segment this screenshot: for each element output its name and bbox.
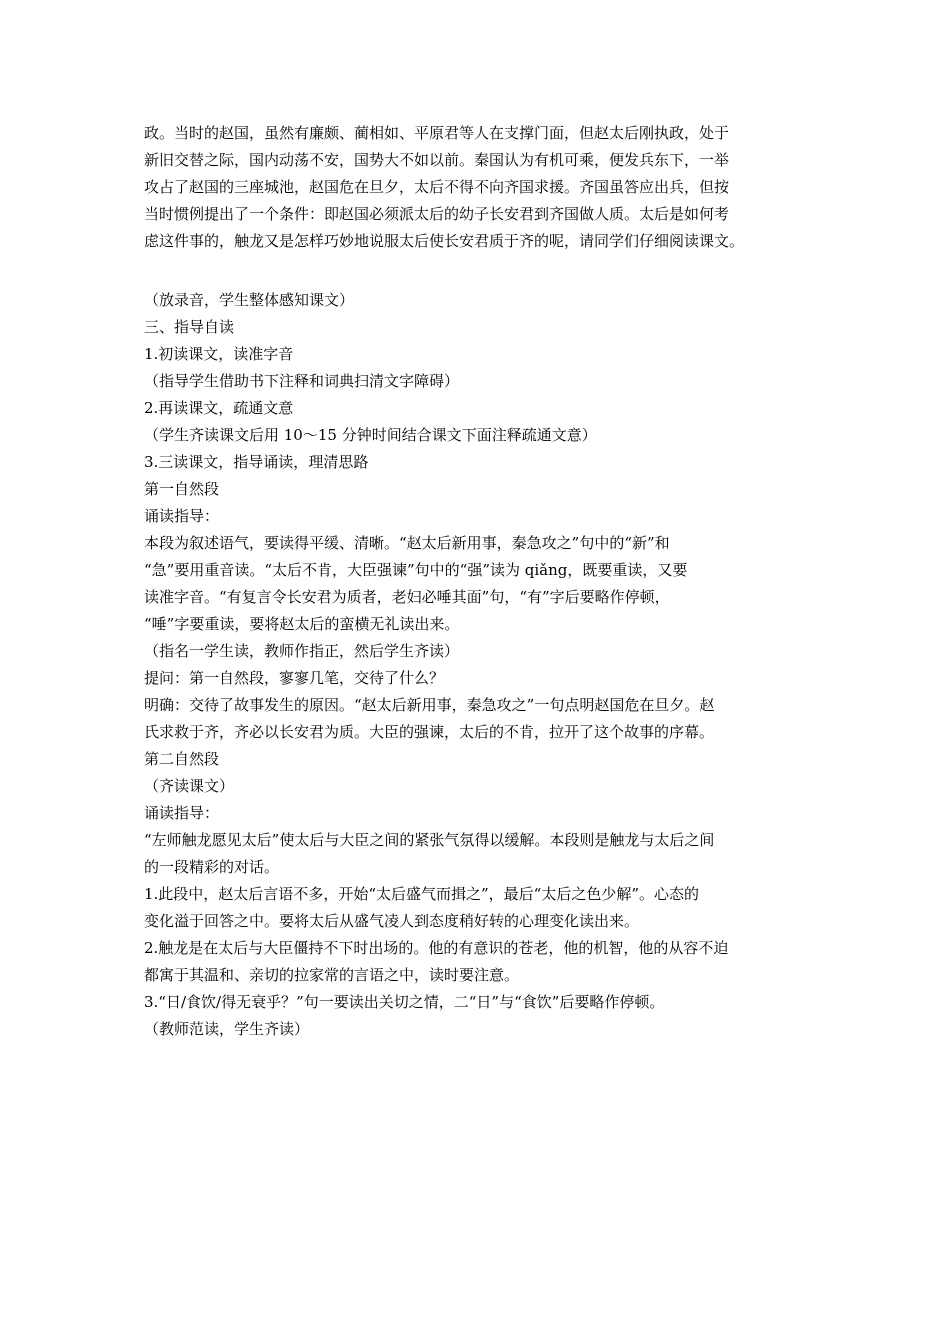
- text-line: 本段为叙述语气，要读得平缓、清晰。“赵太后新用事，秦急攻之”句中的“新”和: [144, 534, 670, 552]
- text-line: 提问：第一自然段，寥寥几笔，交待了什么？: [144, 669, 445, 687]
- text-line: 变化溢于回答之中。要将太后从盛气凌人到态度稍好转的心理变化读出来。: [144, 912, 640, 930]
- text-line: 虑这件事的，触龙又是怎样巧妙地说服太后使长安君质于齐的呢，请同学们仔细阅读课文。: [144, 232, 745, 250]
- text-line: 2.触龙是在太后与大臣僵持不下时出场的。他的有意识的苍老，他的机智，他的从容不迫: [144, 939, 729, 957]
- section-heading: 三、指导自读: [144, 318, 235, 336]
- text-line: 氏求救于齐，齐必以长安君为质。大臣的强谏，太后的不肯，拉开了这个故事的序幕。: [144, 723, 715, 741]
- text-line: 明确：交待了故事发生的原因。“赵太后新用事，秦急攻之”一句点明赵国危在旦夕。赵: [144, 696, 715, 714]
- paragraph-heading: 第二自然段: [144, 750, 220, 768]
- text-line: “急”要用重音读。“太后不肯，大臣强谏”句中的“强”读为 qiǎng，既要重读，又要: [144, 561, 688, 579]
- text-line: 诵读指导：: [144, 507, 220, 525]
- text-line: （指名一学生读，教师作指正，然后学生齐读）: [144, 642, 460, 660]
- text-line: 读准字音。“有复言令长安君为质者，老妇必唾其面”句，“有”字后要略作停顿，: [144, 588, 670, 606]
- text-line: （放录音，学生整体感知课文）: [144, 291, 355, 309]
- text-line: 的一段精彩的对话。: [144, 858, 280, 876]
- text-line: 3.“日/食饮/得无衰乎？”句一要读出关切之情，二“日”与“食饮”后要略作停顿。: [144, 993, 665, 1011]
- text-line: 都寓于其温和、亲切的拉家常的言语之中，读时要注意。: [144, 966, 520, 984]
- text-line: 政。当时的赵国，虽然有廉颇、蔺相如、平原君等人在支撑门面，但赵太后刚执政，处于: [144, 124, 730, 142]
- intro-paragraph: [144, 120, 824, 255]
- text-line: （教师范读，学生齐读）: [144, 1020, 310, 1038]
- text-line: （指导学生借助书下注释和词典扫清文字障碍）: [144, 372, 460, 390]
- lesson-body: [144, 287, 824, 1043]
- text-line: 攻占了赵国的三座城池，赵国危在旦夕，太后不得不向齐国求援。齐国虽答应出兵，但按: [144, 178, 730, 196]
- text-line: “左师触龙愿见太后”使太后与大臣之间的紧张气氛得以缓解。本段则是触龙与太后之间: [144, 831, 715, 849]
- step-heading: 2.再读课文，疏通文意: [144, 399, 294, 417]
- text-line: 1.此段中，赵太后言语不多，开始“太后盛气而揖之”，最后“太后之色少解”。心态的: [144, 885, 699, 903]
- step-heading: 3.三读课文，指导诵读，理清思路: [144, 453, 369, 471]
- text-line: 诵读指导：: [144, 804, 220, 822]
- paragraph-heading: 第一自然段: [144, 480, 220, 498]
- text-line: （齐读课文）: [144, 777, 235, 795]
- step-heading: 1.初读课文，读准字音: [144, 345, 294, 363]
- text-line: 新旧交替之际，国内动荡不安，国势大不如以前。秦国认为有机可乘，便发兵东下，一举: [144, 151, 730, 169]
- text-line: 当时惯例提出了一个条件：即赵国必须派太后的幼子长安君到齐国做人质。太后是如何考: [144, 205, 730, 223]
- text-line: （学生齐读课文后用 10～15 分钟时间结合课文下面注释疏通文意）: [144, 426, 597, 444]
- text-line: “唾”字要重读，要将赵太后的蛮横无礼读出来。: [144, 615, 460, 633]
